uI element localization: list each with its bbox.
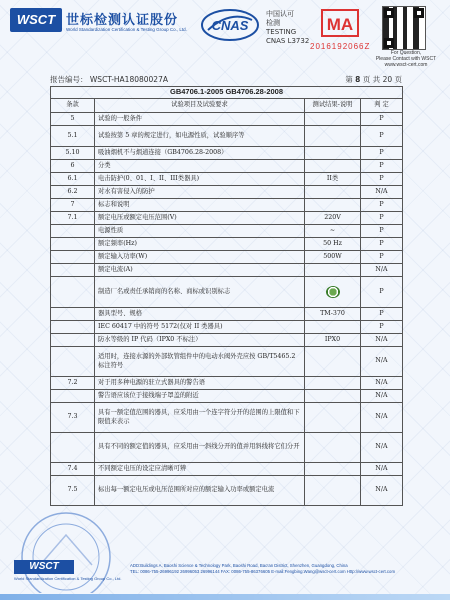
table-row <box>51 334 403 347</box>
table-row <box>51 403 403 433</box>
table-row <box>51 347 403 377</box>
footer-wsct-logo: WSCT <box>14 560 74 574</box>
row-item: 试验的一般条件 <box>95 113 305 126</box>
cma-logo-text: MA <box>326 15 354 34</box>
row-result <box>305 377 361 390</box>
row-result <box>305 277 361 308</box>
row-clause <box>51 433 95 463</box>
table-row <box>51 277 403 308</box>
row-result <box>305 463 361 476</box>
header-result: 测试结果-说明 <box>305 99 361 113</box>
row-verdict: N/A <box>361 390 403 403</box>
page-number: 8 <box>355 75 361 84</box>
row-item: 试验按第 5 章的规定进行，如电源性质，试验顺序等 <box>95 126 305 147</box>
row-result <box>305 403 361 433</box>
row-clause <box>51 390 95 403</box>
company-name-cn: 世标检测认证股份 <box>66 13 179 28</box>
table-row <box>51 186 403 199</box>
report-number: WSCT-HA18080027A <box>89 75 168 84</box>
table-row <box>51 238 403 251</box>
cnas-logo-icon <box>200 8 260 42</box>
row-item: 电击防护(0、01、I、II、III类器具) <box>95 173 305 186</box>
table-row <box>51 377 403 390</box>
footer-address: ADD:Buildings A, Baoshi Science & Technology Park, Baoshi Road, Bao'an District, Shenzhen, Guangdong, China <box>130 563 348 568</box>
table-row <box>51 251 403 264</box>
row-item: 制造厂名或责任承销商的名称、商标或识别标志 <box>95 277 305 308</box>
table-row <box>51 433 403 463</box>
row-result <box>305 199 361 212</box>
row-verdict: P <box>361 212 403 225</box>
row-item: 不同额定电压的设定应清晰可辨 <box>95 463 305 476</box>
row-verdict: P <box>361 251 403 264</box>
qr-code-icon[interactable] <box>382 6 426 50</box>
row-item: 标出每一额定电压或电压范围所对应的额定输入功率或额定电流 <box>95 476 305 506</box>
footer-contact-line: TEL: 0086-755-26996192 26996053 26996144 FAX: 0086-755-86376605 E-mail:Fengbing.Wang@wsct-cert.com Http://www.wsct-cert.com <box>130 569 396 574</box>
qr-note-2: Please Contact with WSCT <box>375 56 437 62</box>
row-item: 具有一额定值范围的器具，应采用由一个连字符分开的范围的上限值和下限值来表示 <box>95 403 305 433</box>
cma-code: 2016192066Z <box>310 42 371 51</box>
row-result <box>305 321 361 334</box>
header <box>10 6 442 68</box>
row-verdict: N/A <box>361 377 403 390</box>
row-verdict: P <box>361 113 403 126</box>
table-row <box>51 113 403 126</box>
row-clause: 7.2 <box>51 377 95 390</box>
row-clause: 7.1 <box>51 212 95 225</box>
row-result <box>305 113 361 126</box>
cnas-cn-2: 检测 <box>266 19 280 27</box>
row-result <box>305 347 361 377</box>
row-item: 防水等级的 IP 代码（IPX0 不标注） <box>95 334 305 347</box>
row-item: 器具型号、规格 <box>95 308 305 321</box>
row-verdict: P <box>361 160 403 173</box>
row-clause: 7.5 <box>51 476 95 506</box>
row-clause: 6.1 <box>51 173 95 186</box>
row-result: 50 Hz <box>305 238 361 251</box>
row-clause <box>51 334 95 347</box>
row-item: 标志和说明 <box>95 199 305 212</box>
row-item: 分类 <box>95 160 305 173</box>
row-item: 额定输入功率(W) <box>95 251 305 264</box>
row-item: 对于用多种电源的驻立式器具的警告语 <box>95 377 305 390</box>
row-verdict: P <box>361 321 403 334</box>
cnas-code: CNAS L3732 <box>266 37 310 45</box>
row-result <box>305 476 361 506</box>
table-row <box>51 147 403 160</box>
row-clause: 5.10 <box>51 147 95 160</box>
row-result <box>305 264 361 277</box>
row-clause: 5 <box>51 113 95 126</box>
footer-contact <box>130 563 442 575</box>
table-row <box>51 173 403 186</box>
footer-company-en: World Standardization Certification & Testing Group Co., Ltd. <box>14 576 122 581</box>
row-clause <box>51 264 95 277</box>
row-item: 适用时，连接水源的外部软管组件中的电动水阀外壳应按 GB/T5465.2 标注符号 <box>95 347 305 377</box>
row-clause <box>51 347 95 377</box>
table-row <box>51 264 403 277</box>
row-result <box>305 390 361 403</box>
qr-note-1: For Question, <box>390 50 422 56</box>
row-clause <box>51 238 95 251</box>
table-row <box>51 126 403 147</box>
row-item: IEC 60417 中的符号 5172(仅对 II 类器具) <box>95 321 305 334</box>
row-verdict: P <box>361 238 403 251</box>
header-verdict: 判 定 <box>361 99 403 113</box>
row-result: ~ <box>305 225 361 238</box>
row-verdict: N/A <box>361 264 403 277</box>
table-row <box>51 199 403 212</box>
row-clause: 7 <box>51 199 95 212</box>
row-result: TM-370 <box>305 308 361 321</box>
row-verdict: N/A <box>361 334 403 347</box>
row-item: 额定频率(Hz) <box>95 238 305 251</box>
row-verdict: P <box>361 173 403 186</box>
table-header-row <box>51 99 403 113</box>
cnas-cn-1: 中国认可 <box>266 10 294 18</box>
row-verdict: P <box>361 277 403 308</box>
row-verdict: P <box>361 308 403 321</box>
cnas-en-1: TESTING <box>266 28 297 36</box>
row-verdict: N/A <box>361 186 403 199</box>
row-item: 具有不同的额定值的器具，应采用由一斜线分开的值并用斜线将它们分开 <box>95 433 305 463</box>
row-result: 500W <box>305 251 361 264</box>
test-results-table <box>50 86 403 506</box>
table-title: GB4706.1-2005 GB4706.28-2008 <box>51 87 403 99</box>
row-clause: 5.1 <box>51 126 95 147</box>
row-result: 220V <box>305 212 361 225</box>
row-item: 警告语应该位于接线端子罩盖的附近 <box>95 390 305 403</box>
row-result <box>305 160 361 173</box>
qr-note-3: www.wsct-cert.com <box>384 62 428 68</box>
row-item: 电源性质 <box>95 225 305 238</box>
page-indicator: 第 8 页 共 20 页 <box>345 75 402 84</box>
table-row <box>51 160 403 173</box>
row-item: 额定电流(A) <box>95 264 305 277</box>
row-clause <box>51 251 95 264</box>
row-item: 吸油烟机不与烟道连接（GB4706.28-2008） <box>95 147 305 160</box>
table-title-row <box>51 87 403 99</box>
table-row <box>51 308 403 321</box>
cnas-logo-text: CNAS <box>211 18 249 33</box>
row-clause <box>51 225 95 238</box>
qr-note <box>370 50 442 68</box>
row-clause <box>51 308 95 321</box>
table-row <box>51 321 403 334</box>
table-row <box>51 212 403 225</box>
row-clause: 7.4 <box>51 463 95 476</box>
row-verdict: P <box>361 199 403 212</box>
row-result <box>305 147 361 160</box>
row-result: II类 <box>305 173 361 186</box>
row-clause: 6 <box>51 160 95 173</box>
row-clause <box>51 321 95 334</box>
row-verdict: P <box>361 126 403 147</box>
page-total: 20 <box>382 75 393 84</box>
row-verdict: P <box>361 225 403 238</box>
wsct-logo: WSCT <box>10 8 62 32</box>
cma-logo-icon <box>320 8 360 38</box>
company-name-en: World Standardization Certification & Testing Group Co., Ltd. <box>66 27 187 32</box>
row-verdict: P <box>361 147 403 160</box>
report-number-label: 报告编号： <box>50 75 88 84</box>
row-verdict: N/A <box>361 433 403 463</box>
row-verdict: N/A <box>361 403 403 433</box>
table-row <box>51 390 403 403</box>
row-result <box>305 433 361 463</box>
table-row <box>51 476 403 506</box>
row-result <box>305 126 361 147</box>
cnas-accreditation <box>266 10 309 46</box>
table-row <box>51 225 403 238</box>
row-item: 额定电压或额定电压范围(V) <box>95 212 305 225</box>
row-clause: 6.2 <box>51 186 95 199</box>
table-row <box>51 463 403 476</box>
row-item: 对水有害侵入的防护 <box>95 186 305 199</box>
row-result: IPX0 <box>305 334 361 347</box>
footer-bar <box>0 594 450 600</box>
header-item: 试验项目及试验要求 <box>95 99 305 113</box>
row-verdict: N/A <box>361 463 403 476</box>
row-verdict: N/A <box>361 347 403 377</box>
header-clause: 条款 <box>51 99 95 113</box>
row-result <box>305 186 361 199</box>
row-clause <box>51 277 95 308</box>
row-clause: 7.3 <box>51 403 95 433</box>
row-verdict: N/A <box>361 476 403 506</box>
manufacturer-mark-icon <box>326 286 340 298</box>
